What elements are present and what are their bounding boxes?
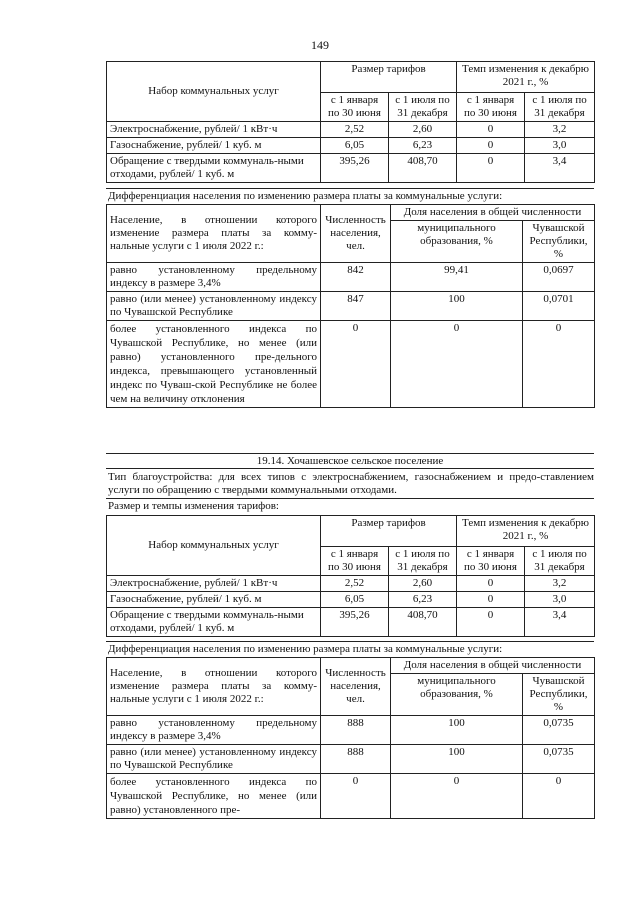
tariff-table-a	[106, 61, 595, 183]
tariff-jan: 6,05	[321, 138, 389, 154]
diff-republic: 0,0701	[523, 292, 595, 321]
table-row	[107, 608, 595, 637]
tariff-header-rate: Темп изменения к декабрю 2021 г., %	[457, 62, 595, 93]
tariff-header-size: Размер тарифов	[321, 62, 457, 93]
tariff-jul: 2,60	[389, 122, 457, 138]
tariff-name: Газоснабжение, рублей/ 1 куб. м	[107, 138, 321, 154]
diff-municipal: 0	[391, 321, 523, 408]
diff-table-b-wrap	[106, 641, 594, 819]
tariff-jul: 408,70	[389, 608, 457, 637]
table-row	[107, 745, 595, 774]
table-row	[107, 292, 595, 321]
diff-header-municipal: муниципального образования, %	[391, 674, 523, 716]
tariff-header-rate: Темп изменения к декабрю 2021 г., %	[457, 516, 595, 547]
tariff-name: Электроснабжение, рублей/ 1 кВт·ч	[107, 576, 321, 592]
diff-count: 0	[321, 321, 391, 408]
rate-jan: 0	[457, 138, 525, 154]
diff-count: 888	[321, 716, 391, 745]
diff-label: равно установленному предельному индексу в размере 3,4%	[107, 716, 321, 745]
tariff-jan: 395,26	[321, 608, 389, 637]
diff-title: Дифференциация населения по изменению размера платы за коммунальные услуги:	[106, 188, 594, 205]
tariff-name: Электроснабжение, рублей/ 1 кВт·ч	[107, 122, 321, 138]
table-row	[107, 592, 595, 608]
diff-header-count: Численность населения, чел.	[321, 658, 391, 716]
improvement-type: Тип благоустройства: для всех типов с электроснабжением, газоснабжением и предо-ставлением услуги по обращению с твердыми коммунальными отходами.	[108, 471, 594, 496]
rate-header-jul: с 1 июля по 31 декабря	[525, 547, 595, 576]
diff-republic: 0,0697	[523, 263, 595, 292]
table-row	[107, 576, 595, 592]
diff-count: 842	[321, 263, 391, 292]
tariffs-caption: Размер и темпы изменения тарифов:	[106, 498, 594, 513]
diff-municipal: 100	[391, 292, 523, 321]
diff-label: более установленного индекса по Чувашской Республике, но менее (или равно) установленного пре-	[107, 774, 321, 819]
diff-table-a-wrap	[106, 188, 594, 408]
diff-republic: 0,0735	[523, 745, 595, 774]
diff-label: более установленного индекса по Чувашской Республике, но менее (или равно) установленного пре-дельного индекса, превышающего установленный индекс по Чуваш-ской Республике не более чем на величину отклонения	[107, 321, 321, 408]
diff-republic: 0	[523, 774, 595, 819]
section-block	[106, 453, 594, 513]
rate-jan: 0	[457, 608, 525, 637]
rate-jul: 3,2	[525, 576, 595, 592]
tariff-jul: 6,23	[389, 592, 457, 608]
tariff-name: Обращение с твердыми коммуналь-ными отходами, рублей/ 1 куб. м	[107, 154, 321, 183]
diff-header-share: Доля населения в общей численности	[391, 205, 595, 221]
diff-header-population: Население, в отношении которого изменение размера платы за комму-нальные услуги с 1 июля 2022 г.:	[107, 658, 321, 716]
tariff-name: Обращение с твердыми коммуналь-ными отходами, рублей/ 1 куб. м	[107, 608, 321, 637]
tariff-header-jan: с 1 января по 30 июня	[321, 547, 389, 576]
diff-label: равно установленному предельному индексу в размере 3,4%	[107, 263, 321, 292]
diff-header-republic: Чувашской Республики, %	[523, 674, 595, 716]
rate-header-jan: с 1 января по 30 июня	[457, 93, 525, 122]
table-row	[107, 138, 595, 154]
rate-jan: 0	[457, 576, 525, 592]
table-row	[107, 154, 595, 183]
diff-header-republic: Чувашской Республики, %	[523, 221, 595, 263]
diff-header-share: Доля населения в общей численности	[391, 658, 595, 674]
diff-label: равно (или менее) установленному индексу по Чувашской Республике	[107, 292, 321, 321]
rate-jul: 3,0	[525, 138, 595, 154]
rate-header-jan: с 1 января по 30 июня	[457, 547, 525, 576]
tariff-header-jan: с 1 января по 30 июня	[321, 93, 389, 122]
tariff-table-b-wrap	[106, 515, 594, 637]
diff-municipal: 100	[391, 745, 523, 774]
rate-jul: 3,0	[525, 592, 595, 608]
tariff-jan: 395,26	[321, 154, 389, 183]
diff-header-municipal: муниципального образования, %	[391, 221, 523, 263]
tariff-jul: 408,70	[389, 154, 457, 183]
table-row	[107, 716, 595, 745]
diff-municipal: 0	[391, 774, 523, 819]
diff-republic: 0,0735	[523, 716, 595, 745]
rate-jul: 3,4	[525, 608, 595, 637]
table-row	[107, 321, 595, 408]
table-row	[107, 122, 595, 138]
diff-header-count: Численность населения, чел.	[321, 205, 391, 263]
diff-header-population: Население, в отношении которого изменение размера платы за комму-нальные услуги с 1 июля 2022 г.:	[107, 205, 321, 263]
diff-republic: 0	[523, 321, 595, 408]
tariff-jul: 6,23	[389, 138, 457, 154]
tariff-header-size: Размер тарифов	[321, 516, 457, 547]
tariff-header-set: Набор коммунальных услуг	[107, 62, 321, 122]
diff-table-a	[106, 204, 595, 408]
diff-municipal: 99,41	[391, 263, 523, 292]
tariff-table-a-wrap	[106, 61, 594, 183]
tariff-jan: 6,05	[321, 592, 389, 608]
table-row	[107, 263, 595, 292]
rate-header-jul: с 1 июля по 31 декабря	[525, 93, 595, 122]
diff-label: равно (или менее) установленному индексу по Чувашской Республике	[107, 745, 321, 774]
diff-table-b	[106, 657, 595, 819]
table-row	[107, 774, 595, 819]
section-title: 19.14. Хочашевское сельское поселение	[106, 453, 594, 469]
tariff-jan: 2,52	[321, 122, 389, 138]
diff-title: Дифференциация населения по изменению размера платы за коммунальные услуги:	[106, 641, 594, 658]
diff-municipal: 100	[391, 716, 523, 745]
tariff-name: Газоснабжение, рублей/ 1 куб. м	[107, 592, 321, 608]
rate-jan: 0	[457, 122, 525, 138]
rate-jan: 0	[457, 154, 525, 183]
rate-jul: 3,2	[525, 122, 595, 138]
tariff-table-b	[106, 515, 595, 637]
tariff-header-jul: с 1 июля по 31 декабря	[389, 547, 457, 576]
page-number: 149	[311, 38, 329, 52]
diff-count: 888	[321, 745, 391, 774]
tariff-jan: 2,52	[321, 576, 389, 592]
diff-count: 0	[321, 774, 391, 819]
tariff-header-jul: с 1 июля по 31 декабря	[389, 93, 457, 122]
diff-count: 847	[321, 292, 391, 321]
rate-jul: 3,4	[525, 154, 595, 183]
tariff-jul: 2,60	[389, 576, 457, 592]
rate-jan: 0	[457, 592, 525, 608]
tariff-header-set: Набор коммунальных услуг	[107, 516, 321, 576]
